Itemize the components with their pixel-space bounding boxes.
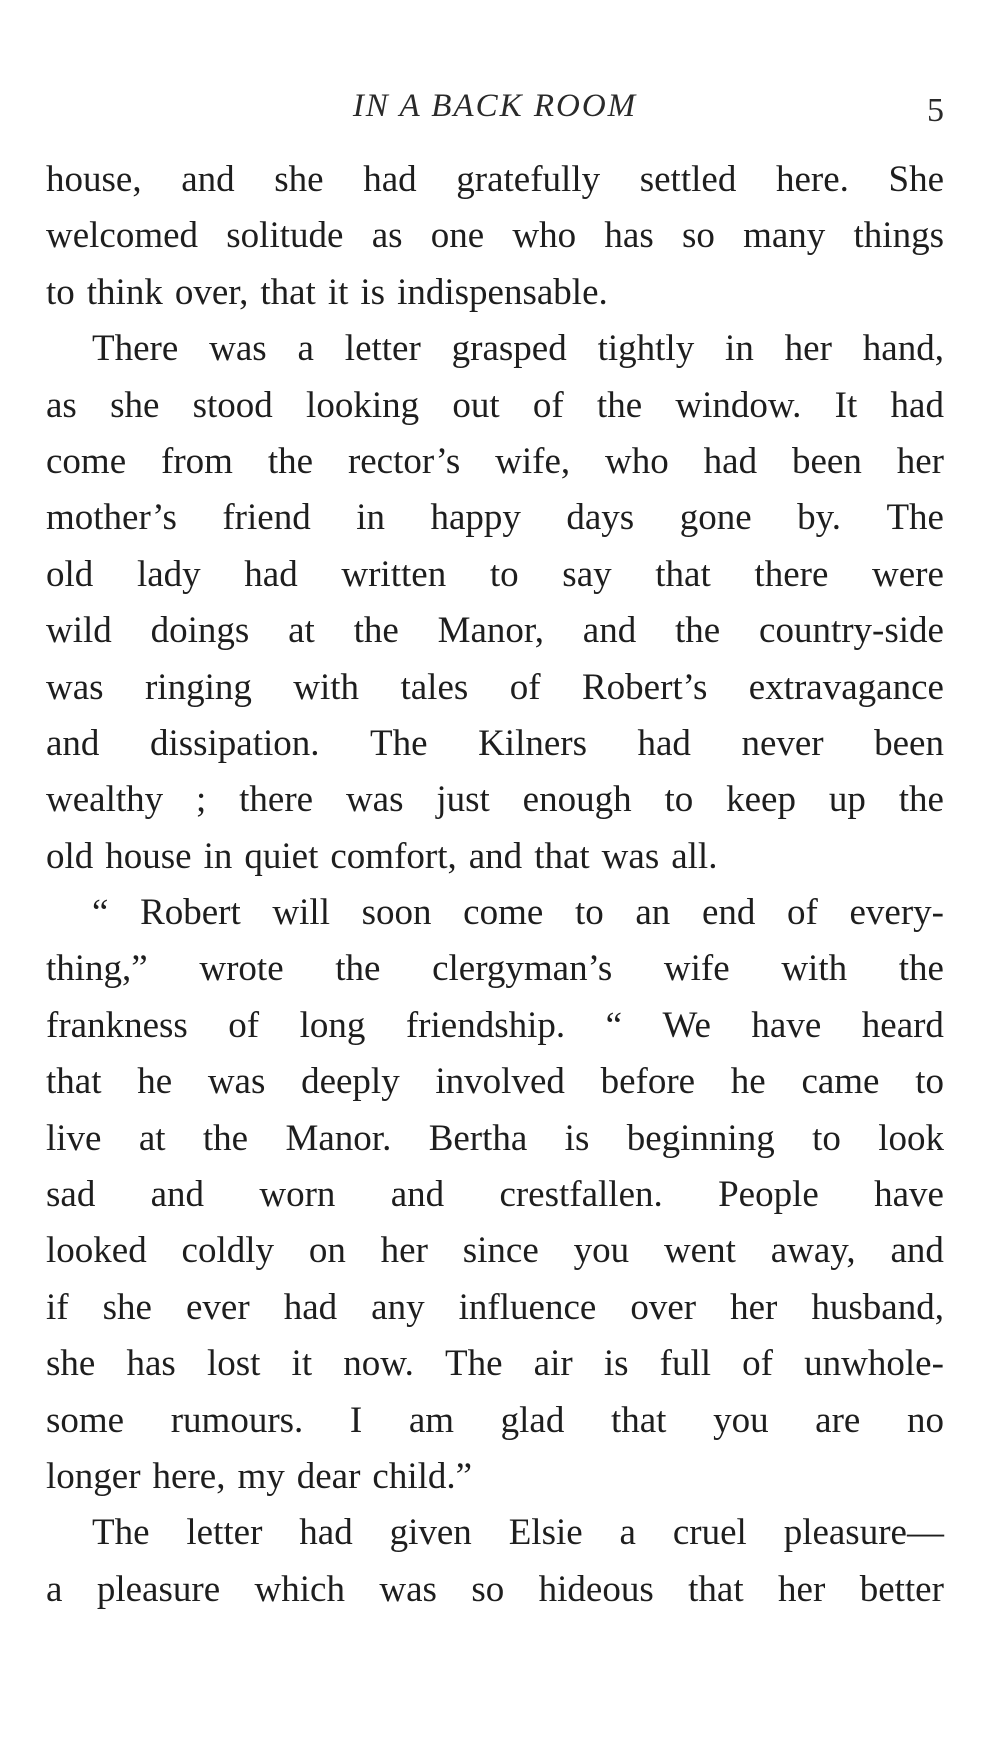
word: have [874, 1174, 944, 1216]
word: longer [46, 1455, 141, 1497]
word: been [874, 722, 944, 764]
word: one [430, 215, 485, 257]
word: come [46, 440, 127, 482]
word: rumours. [170, 1399, 304, 1441]
word: frankness [46, 1004, 188, 1046]
word: wild [46, 610, 112, 652]
word: he [730, 1061, 766, 1103]
word: my [237, 1455, 285, 1497]
word: friend [222, 497, 311, 539]
word: to [915, 1061, 944, 1103]
word: had [244, 553, 298, 595]
word: Manor, [437, 610, 544, 652]
word: The [444, 1343, 503, 1385]
word: up [828, 779, 866, 821]
word: had [363, 159, 417, 200]
word: over, [174, 271, 249, 313]
word: were [872, 553, 944, 595]
word: since [462, 1230, 539, 1272]
word: Bertha [428, 1117, 528, 1159]
word: am [408, 1399, 455, 1441]
text-line [46, 321, 944, 377]
word: as [46, 384, 77, 426]
text-line [46, 1336, 944, 1392]
word: here, [152, 1455, 226, 1497]
word: he [137, 1061, 173, 1103]
word: old [46, 835, 94, 877]
word: and [390, 1174, 445, 1216]
word: of [509, 666, 541, 708]
word: all. [671, 835, 718, 877]
word: came [801, 1061, 880, 1103]
word: to [574, 892, 604, 934]
word: in [725, 328, 754, 370]
word: hideous [538, 1568, 654, 1610]
word: there [239, 779, 314, 821]
word: in [356, 497, 385, 539]
word: “ [92, 892, 109, 934]
word: involved [435, 1061, 565, 1103]
word: that [46, 1061, 102, 1103]
word: I [349, 1399, 363, 1441]
word: days [566, 497, 635, 539]
word: There [92, 328, 179, 370]
word: any [371, 1286, 425, 1328]
word: it [327, 271, 349, 313]
word: of [228, 1004, 260, 1046]
word: she [46, 1343, 96, 1385]
word: was [46, 666, 104, 708]
word: as [371, 215, 403, 257]
word: that [655, 553, 711, 595]
word: the [596, 384, 643, 426]
word: coldly [181, 1230, 275, 1272]
word: live [46, 1117, 102, 1159]
word: pleasure [96, 1568, 221, 1610]
running-head [46, 88, 944, 128]
word: her [380, 1230, 428, 1272]
word: is [564, 1117, 590, 1159]
word: things [853, 215, 944, 257]
word: which [254, 1568, 345, 1610]
word: Manor. [285, 1117, 392, 1159]
word: was [209, 328, 267, 370]
word: never [741, 722, 824, 764]
word: comfort, [330, 835, 457, 877]
text-line [46, 1167, 944, 1223]
word: ; [195, 779, 207, 821]
word: that [610, 1399, 667, 1441]
word: beginning [626, 1117, 775, 1159]
word: doings [150, 610, 250, 652]
text-line [46, 716, 944, 772]
text-line [46, 603, 944, 659]
word: letter [186, 1512, 263, 1554]
word: It [834, 384, 858, 426]
word: The [370, 722, 428, 764]
text-line [46, 490, 944, 546]
word: so [681, 215, 715, 257]
word: there [754, 553, 829, 595]
word: and [181, 159, 235, 200]
word: who [512, 215, 577, 257]
word: Elsie [508, 1512, 583, 1554]
text-line [46, 1280, 944, 1336]
word: letter [344, 328, 421, 370]
word: ever [186, 1286, 250, 1328]
word: full [659, 1343, 712, 1385]
word: many [743, 215, 826, 257]
text-line [46, 1505, 944, 1561]
word: clergyman’s [432, 948, 613, 990]
word: been [792, 440, 862, 482]
word: by. [797, 497, 841, 539]
word: her [730, 1286, 778, 1328]
word: of [532, 384, 564, 426]
word: crestfallen. [499, 1174, 663, 1216]
word: had [890, 384, 944, 426]
word: better [859, 1568, 944, 1610]
word: a [46, 1568, 63, 1610]
word: and [582, 610, 637, 652]
word: friendship. [405, 1004, 566, 1046]
word: was [379, 1568, 437, 1610]
word: dissipation. [149, 722, 320, 764]
text-line [46, 547, 944, 603]
word: that [260, 271, 316, 313]
body-text [46, 152, 944, 1618]
word: welcomed [46, 215, 199, 257]
word: We [662, 1004, 711, 1046]
word: she [110, 384, 160, 426]
word: of [787, 892, 818, 934]
word: was [345, 779, 404, 821]
word: say [562, 553, 612, 595]
text-line [46, 1111, 944, 1167]
word: just [436, 779, 490, 821]
word: cruel [672, 1512, 747, 1554]
word: sad [46, 1174, 96, 1216]
word: People [718, 1174, 819, 1216]
text-line [46, 1449, 944, 1505]
text-line [46, 829, 944, 885]
word: has [126, 1343, 176, 1385]
word: the [335, 948, 381, 990]
word: given [389, 1512, 472, 1554]
word: some [46, 1399, 125, 1441]
word: indispensable. [397, 271, 608, 313]
word: pleasure— [783, 1512, 944, 1554]
word: is [360, 271, 386, 313]
word: to [46, 271, 75, 313]
word: unwhole- [804, 1343, 944, 1385]
word: you [573, 1230, 630, 1272]
word: here. [775, 159, 849, 200]
word: worn [259, 1174, 336, 1216]
word: away, [770, 1230, 856, 1272]
word: over [630, 1286, 697, 1328]
word: old [46, 553, 94, 595]
word: she [102, 1286, 152, 1328]
word: her [896, 440, 944, 482]
word: has [604, 215, 654, 257]
word: happy [430, 497, 521, 539]
word: The [886, 497, 944, 539]
word: country-side [759, 610, 944, 652]
word: looked [46, 1230, 147, 1272]
word: child.” [372, 1455, 473, 1497]
word: solitude [226, 215, 344, 257]
word: think [86, 271, 163, 313]
word: tales [400, 666, 469, 708]
word: of [742, 1343, 773, 1385]
word: The [92, 1512, 150, 1554]
text-line [46, 265, 944, 321]
text-line [46, 1054, 944, 1110]
word: an [635, 892, 671, 934]
word: influence [458, 1286, 597, 1328]
word: and [46, 722, 100, 764]
word: and [468, 835, 523, 877]
word: was [207, 1061, 266, 1103]
word: grasped [451, 328, 567, 370]
word: air [533, 1343, 573, 1385]
word: tightly [597, 328, 695, 370]
word: lost [206, 1343, 261, 1385]
word: her [778, 1568, 826, 1610]
word: was [601, 835, 660, 877]
word: deeply [301, 1061, 400, 1103]
word: gratefully [456, 159, 601, 200]
word: window. [675, 384, 802, 426]
text-line [46, 998, 944, 1054]
word: wife [663, 948, 730, 990]
word: wealthy [46, 779, 164, 821]
running-title: IN A BACK ROOM [352, 88, 638, 124]
word: had [703, 440, 758, 482]
word: and [150, 1174, 205, 1216]
text-line [46, 885, 944, 941]
word: look [878, 1117, 944, 1159]
word: out [452, 384, 500, 426]
word: had [283, 1286, 338, 1328]
word: to [489, 553, 519, 595]
word: to [664, 779, 694, 821]
word: lady [136, 553, 201, 595]
word: Kilners [478, 722, 587, 764]
word: a [619, 1512, 636, 1554]
word: thing,” [46, 948, 148, 990]
word: looking [306, 384, 420, 426]
word: Robert’s [581, 666, 708, 708]
word: that [688, 1568, 744, 1610]
word: stood [192, 384, 273, 426]
text-line [46, 660, 944, 716]
page-number: 5 [927, 92, 944, 129]
word: you [713, 1399, 769, 1441]
word: in [203, 835, 233, 877]
word: had [299, 1512, 353, 1554]
word: gone [679, 497, 752, 539]
word: long [299, 1004, 366, 1046]
word: wife, [495, 440, 571, 482]
word: “ [605, 1004, 623, 1046]
word: the [898, 948, 944, 990]
word: the [202, 1117, 249, 1159]
text-line [46, 208, 944, 264]
word: will [272, 892, 330, 934]
word: that [534, 835, 590, 877]
word: the [353, 610, 399, 652]
text-line [46, 1562, 944, 1618]
word: a [297, 328, 314, 370]
word: keep [726, 779, 796, 821]
word: at [138, 1117, 166, 1159]
word: is [603, 1343, 629, 1385]
word: rector’s [347, 440, 461, 482]
text-line [46, 1393, 944, 1449]
word: heard [861, 1004, 944, 1046]
word: enough [522, 779, 632, 821]
text-line [46, 1223, 944, 1279]
word: so [471, 1568, 505, 1610]
word: wrote [199, 948, 284, 990]
word: the [898, 779, 944, 821]
word: had [637, 722, 691, 764]
word: she [274, 159, 324, 200]
word: dear [296, 1455, 361, 1497]
word: at [288, 610, 315, 652]
word: written [341, 553, 447, 595]
word: who [605, 440, 669, 482]
word: have [751, 1004, 822, 1046]
word: quiet [244, 835, 319, 877]
word: from [161, 440, 233, 482]
word: no [906, 1399, 944, 1441]
word: it [291, 1343, 313, 1385]
word: She [888, 159, 944, 200]
word: are [815, 1399, 861, 1441]
word: glad [500, 1399, 565, 1441]
word: settled [639, 159, 737, 200]
word: the [267, 440, 314, 482]
word: her [784, 328, 832, 370]
word: ringing [144, 666, 252, 708]
word: Robert [140, 892, 241, 934]
word: to [812, 1117, 841, 1159]
word: husband, [811, 1286, 944, 1328]
word: went [663, 1230, 736, 1272]
word: before [600, 1061, 696, 1103]
word: extravagance [748, 666, 944, 708]
text-line [46, 378, 944, 434]
word: and [890, 1230, 944, 1272]
word: mother’s [46, 497, 177, 539]
word: every- [849, 892, 944, 934]
text-line [46, 152, 944, 208]
word: with [293, 666, 360, 708]
word: house, [46, 159, 142, 200]
word: if [46, 1286, 69, 1328]
word: soon [361, 892, 432, 934]
word: hand, [862, 328, 944, 370]
text-line [46, 941, 944, 997]
word: the [675, 610, 721, 652]
word: with [781, 948, 848, 990]
word: now. [343, 1343, 414, 1385]
text-line [46, 772, 944, 828]
word: come [463, 892, 544, 934]
word: house [105, 835, 192, 877]
word: on [308, 1230, 346, 1272]
text-line [46, 434, 944, 490]
word: end [701, 892, 756, 934]
